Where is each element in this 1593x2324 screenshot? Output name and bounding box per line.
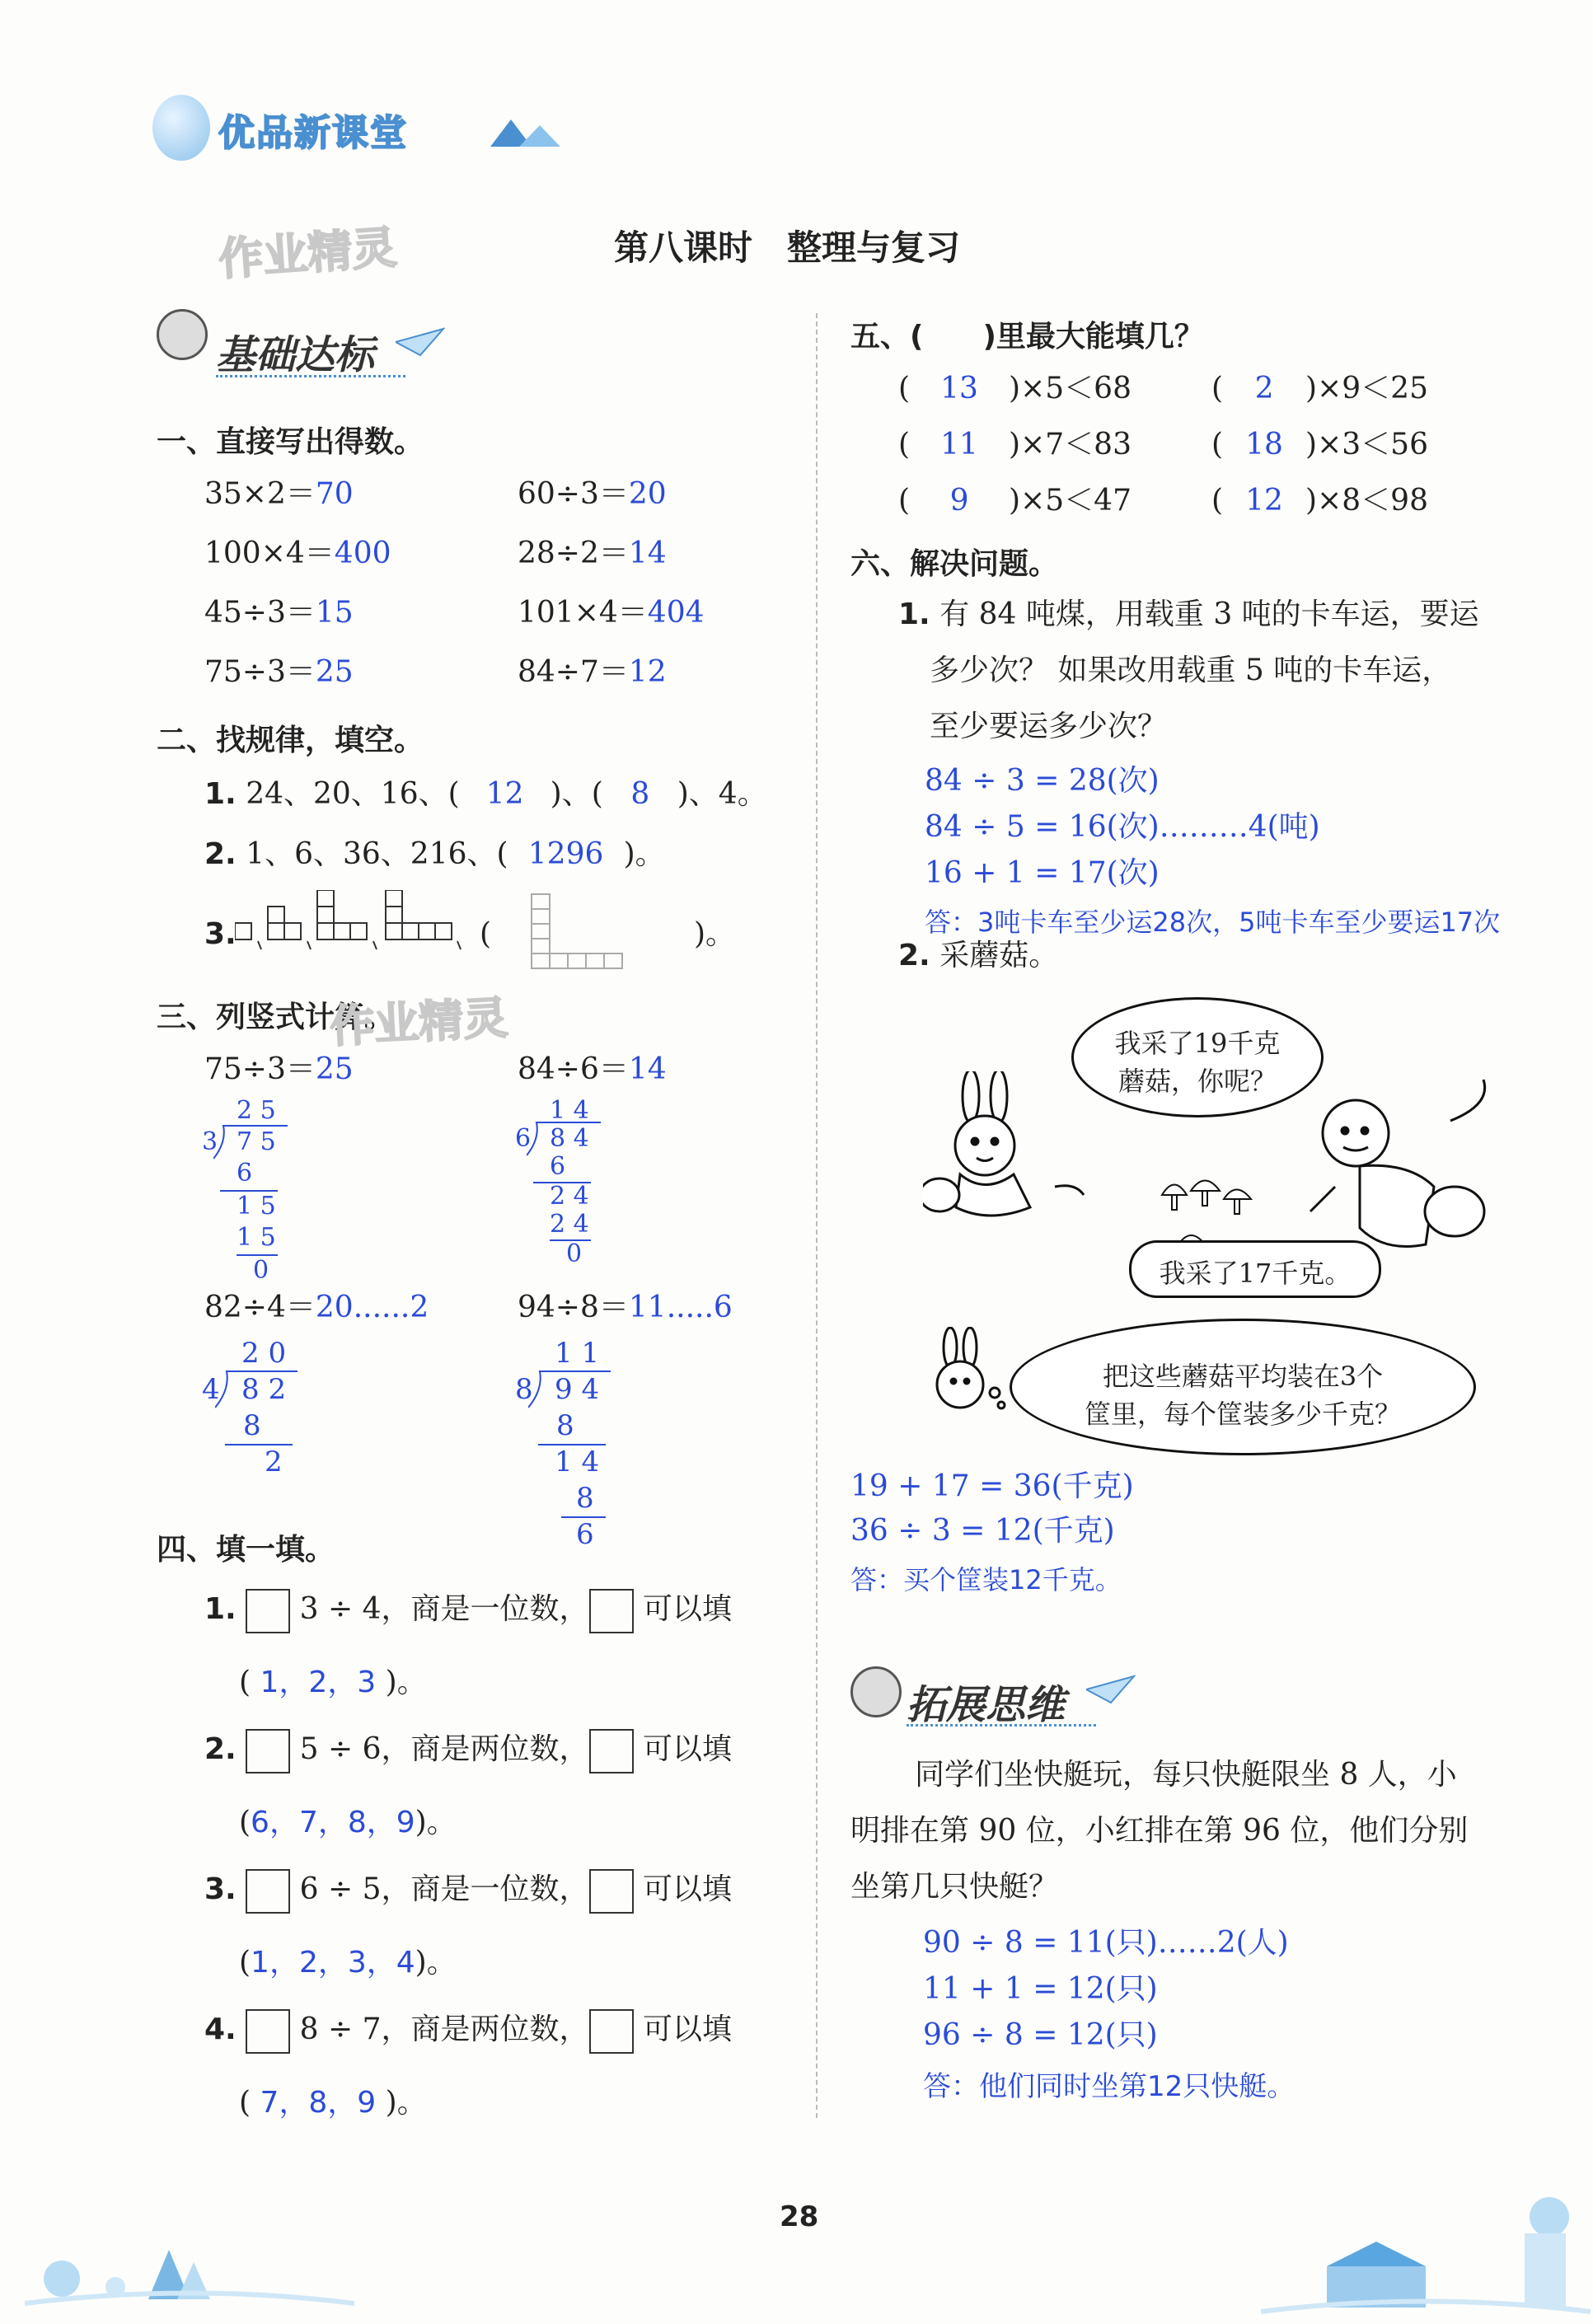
speech-bubble-rabbit: 我采了19千克 蘑菇，你呢？ <box>1071 997 1324 1117</box>
vertical-division-b: 1 4 6 8 4 6 2 4 2 4 0 <box>515 1096 622 1286</box>
brand-balloon-icon <box>152 95 210 161</box>
q2-title: 二、找规律，填空。 <box>157 724 424 757</box>
q2-line-3-open: ( <box>480 917 492 951</box>
extend-line1: 同学们坐快艇玩，每只快艇限坐 8 人，小 <box>915 1758 1457 1792</box>
dividend: 7 5 <box>237 1127 276 1156</box>
q1-item: 45÷3＝15 <box>204 596 354 630</box>
lesson-title: 第八课时 整理与复习 <box>614 227 961 268</box>
divisor: 3 <box>202 1127 218 1156</box>
section-basic-title: 基础达标 <box>216 332 375 378</box>
q4-item-4: 4. 8 ÷ 7，商是两位数， 可以填 <box>204 2009 732 2054</box>
extend-answer: 答：他们同时坐第12只快艇。 <box>923 2070 1295 2103</box>
extend-line3: 坐第几只快艇？ <box>850 1870 1059 1904</box>
square-pattern-figure <box>235 890 696 1000</box>
extend-step2: 11 + 1 = 12(只) <box>923 1972 1158 2006</box>
q6-p1-line1: 1. 有 84 吨煤，用载重 3 吨的卡车运，要运 <box>898 597 1479 631</box>
extend-step3: 96 ÷ 8 = 12(只) <box>923 2018 1158 2052</box>
panda-icon <box>850 1666 902 1717</box>
q1-item: 60÷3＝20 <box>518 477 667 511</box>
blank-box[interactable] <box>589 1729 634 1773</box>
speech-bubble-monkey: 我采了17千克。 <box>1129 1240 1381 1298</box>
q3-title: 三、列竖式计算。 <box>157 1000 395 1034</box>
q5-item: ( 18 )×3＜56 <box>1211 428 1428 462</box>
page-number: 28 <box>780 2200 819 2233</box>
blank-box[interactable] <box>589 1589 634 1633</box>
vertical-division-d: 1 1 8 9 4 8 1 4 8 6 <box>515 1337 622 1551</box>
q1-item: 35×2＝70 <box>204 477 354 511</box>
q3-c-expr: 82÷4＝20......2 <box>204 1291 429 1324</box>
rabbit-illustration <box>923 1071 1096 1231</box>
blank-box[interactable] <box>246 1869 290 1914</box>
q6-p1-answer: 答：3吨卡车至少运28次，5吨卡车至少要运17次 <box>925 907 1501 938</box>
q6-p2-title: 2. 采蘑菇。 <box>898 939 1059 972</box>
q4-answer-1: ( 1，2，3 )。 <box>239 1666 427 1699</box>
q6-p1-line3: 至少要运多少次？ <box>930 710 1168 743</box>
blank-box[interactable] <box>589 1869 634 1914</box>
q3-a-expr: 75÷3＝25 <box>204 1052 354 1086</box>
paper-plane-icon <box>1086 1673 1136 1709</box>
q6-p2-step1: 19 + 17 = 36(千克) <box>850 1469 1134 1503</box>
q4-item-1: 1. 3 ÷ 4，商是一位数， 可以填 <box>204 1589 732 1633</box>
q2-line-3-number: 3. <box>204 917 237 951</box>
section-basic-underline <box>216 375 405 377</box>
q5-item: ( 11 )×7＜83 <box>898 428 1131 462</box>
vertical-division-a: 2 5 3 7 5 6 1 5 1 5 0 <box>202 1096 309 1286</box>
column-divider <box>816 313 818 2118</box>
q4-item-2: 2. 5 ÷ 6，商是两位数， 可以填 <box>204 1729 732 1773</box>
q5-item: ( 9 )×5＜47 <box>898 484 1131 518</box>
footer-decoration-left <box>25 2184 354 2311</box>
q1-item: 101×4＝404 <box>518 596 705 630</box>
q4-title: 四、填一填。 <box>157 1533 335 1567</box>
paper-plane-icon <box>396 326 445 362</box>
extend-line2: 明排在第 90 位，小红排在第 96 位，他们分别 <box>850 1814 1469 1848</box>
q6-p1-line2: 多少次？ 如果改用载重 5 吨的卡车运， <box>930 654 1452 687</box>
q6-p2-step2: 36 ÷ 3 = 12(千克) <box>850 1514 1115 1548</box>
watermark-top: 作业精灵 <box>217 221 399 286</box>
brand-decoration-icon <box>474 115 565 148</box>
q3-d-expr: 94÷8＝11.....6 <box>518 1291 733 1324</box>
q4-item-3: 3. 6 ÷ 5，商是一位数， 可以填 <box>204 1869 732 1914</box>
q1-item: 84÷7＝12 <box>518 655 667 689</box>
blank-box[interactable] <box>589 2009 634 2054</box>
q6-p1-step2: 84 ÷ 5 = 16(次)………4(吨) <box>925 810 1320 844</box>
q5-item: ( 12 )×8＜98 <box>1211 484 1428 518</box>
q2-line-3-close: )。 <box>694 917 736 951</box>
q2-line-1: 1. 24、20、16、( 12 )、( 8 )、4。 <box>204 777 767 811</box>
q3-b-expr: 84÷6＝14 <box>518 1052 667 1086</box>
q6-p1-step1: 84 ÷ 3 = 28(次) <box>925 764 1160 798</box>
q6-p2-answer: 答：买个筐装12千克。 <box>850 1564 1122 1595</box>
speech-bubble-question: 把这些蘑菇平均装在3个 筐里，每个筐装多少千克？ <box>1010 1319 1476 1455</box>
quotient: 2 5 <box>237 1096 276 1125</box>
q1-item: 28÷2＝14 <box>518 536 667 570</box>
q5-item: ( 2 )×9＜25 <box>1211 372 1428 405</box>
q2-line-2: 2. 1、6、36、216、( 1296 )。 <box>204 837 665 871</box>
q5-title: 五、( )里最大能填几？ <box>850 320 1204 354</box>
section-extend-underline <box>907 1724 1096 1727</box>
monkey-illustration <box>1286 1071 1500 1264</box>
section-extend-title: 拓展思维 <box>907 1682 1066 1728</box>
footer-decoration-right <box>1261 2176 1591 2319</box>
q6-title: 六、解决问题。 <box>850 547 1059 581</box>
blank-box[interactable] <box>246 1589 290 1633</box>
q1-item: 100×4＝400 <box>204 536 391 570</box>
extend-step1: 90 ÷ 8 = 11(只)……2(人) <box>923 1926 1289 1960</box>
watermark-mid: 作业精灵 <box>328 991 509 1053</box>
q1-item: 75÷3＝25 <box>204 655 354 689</box>
q6-p1-step3: 16 + 1 = 17(次) <box>925 856 1160 890</box>
brand-logo: 优品新课堂 <box>218 112 408 154</box>
q4-answer-2: (6，7，8，9)。 <box>239 1806 457 1839</box>
q4-answer-4: ( 7，8，9 )。 <box>239 2086 427 2120</box>
q1-title: 一、直接写出得数。 <box>157 425 424 459</box>
panda-icon <box>157 309 208 360</box>
vertical-division-c: 2 0 4 8 2 8 2 <box>202 1337 309 1485</box>
q5-item: ( 13 )×5＜68 <box>898 372 1131 405</box>
blank-box[interactable] <box>246 1729 290 1773</box>
blank-box[interactable] <box>246 2009 290 2054</box>
small-rabbit-icon <box>919 1327 1010 1421</box>
q4-answer-3: (1，2，3，4)。 <box>239 1946 457 1980</box>
